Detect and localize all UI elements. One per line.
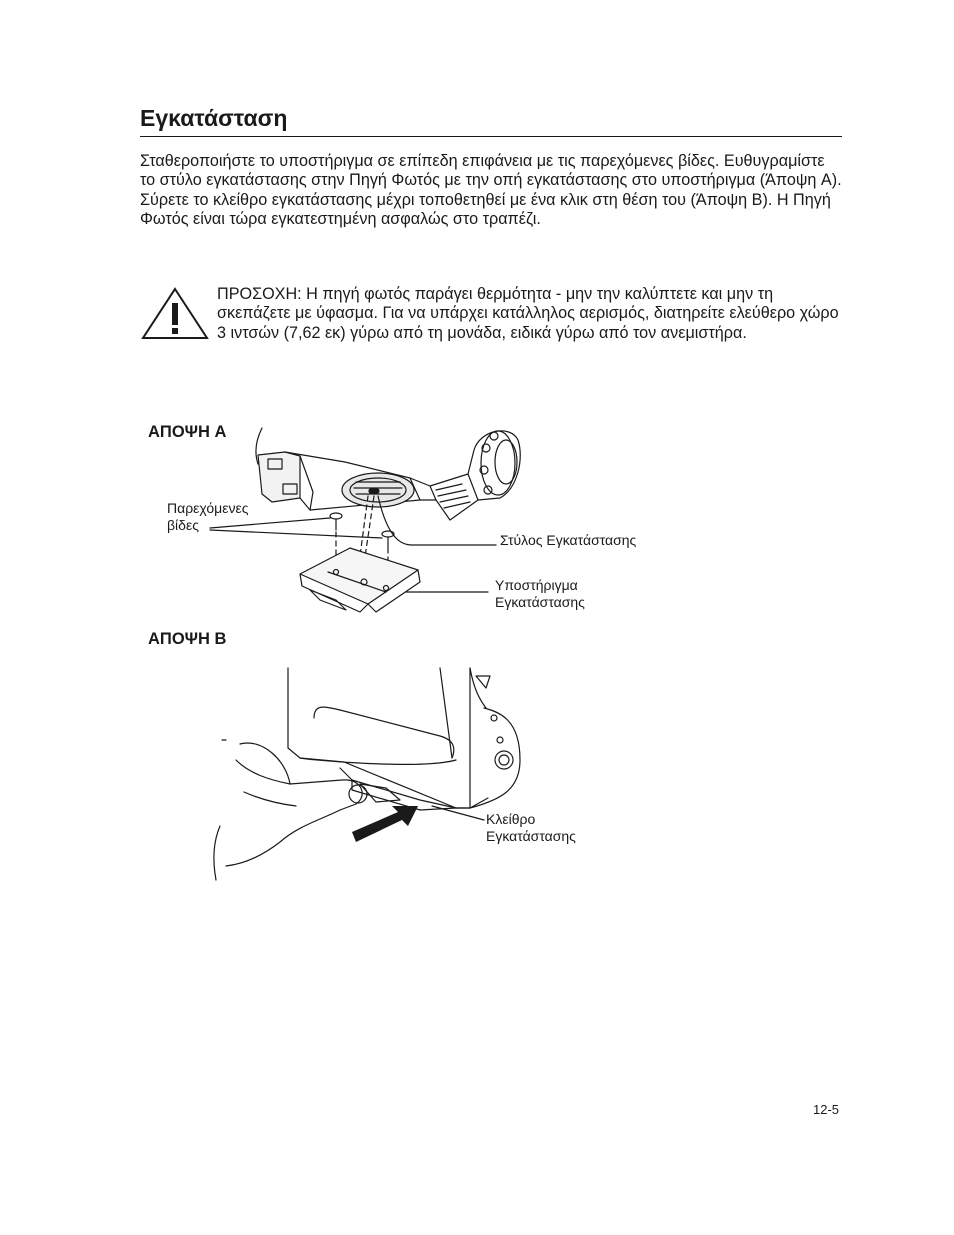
callout-bracket-line1: Υποστήριγμα <box>495 577 578 593</box>
callout-post: Στύλος Εγκατάστασης <box>500 532 637 548</box>
push-arrow <box>352 806 418 842</box>
light-source-side-drawing <box>288 668 520 810</box>
view-a-label: ΑΠΟΨΗ A <box>148 423 227 441</box>
callout-screws-line1: Παρεχόμενες <box>167 500 249 516</box>
page-number: 12-5 <box>813 1102 840 1117</box>
view-b-label: ΑΠΟΨΗ B <box>148 630 227 648</box>
intro-paragraph: Σταθεροποιήστε το υποστήριγμα σε επίπεδη επιφάνεια με τις παρεχόμενες βίδες. Ευθυγραμίστε το στύλο εγκατάστασης στην Πηγή Φωτός με την οπή εγκατάστασης στο υποστήριγμα (Άποψη A). Σύρετε το κλείθρο εγκατάστασης μέχρι τοποθετηθεί με ένα κλικ στη θέση του (Άποψη B). Η Πηγή Φωτός είναι τώρα εγκατεστημένη ασφαλώς στο τραπέζι. <box>140 152 842 228</box>
bracket-drawing <box>300 548 420 612</box>
section-title: Εγκατάσταση <box>140 104 842 137</box>
callout-screws-line2: βίδες <box>167 517 199 533</box>
callout-bracket-line2: Εγκατάστασης <box>495 594 585 610</box>
callout-latch-line1: Κλείθρο <box>486 811 536 827</box>
hand-drawing <box>214 740 400 880</box>
caution-text: ΠΡΟΣΟΧΗ: Η πηγή φωτός παράγει θερμότητα - μην την καλύπτετε και μην τη σκεπάζετε με ύφασμα. Για να υπάρχει κατάλληλος αερισμός, διατηρείτε ελεύθερο χώρο 3 ιντσών (7,62 εκ) γύρω από τη μονάδα, ειδικά γύρω από τον ανεμιστήρα. <box>217 285 839 342</box>
light-source-drawing <box>256 428 520 520</box>
callout-latch-line2: Εγκατάστασης <box>486 828 576 844</box>
